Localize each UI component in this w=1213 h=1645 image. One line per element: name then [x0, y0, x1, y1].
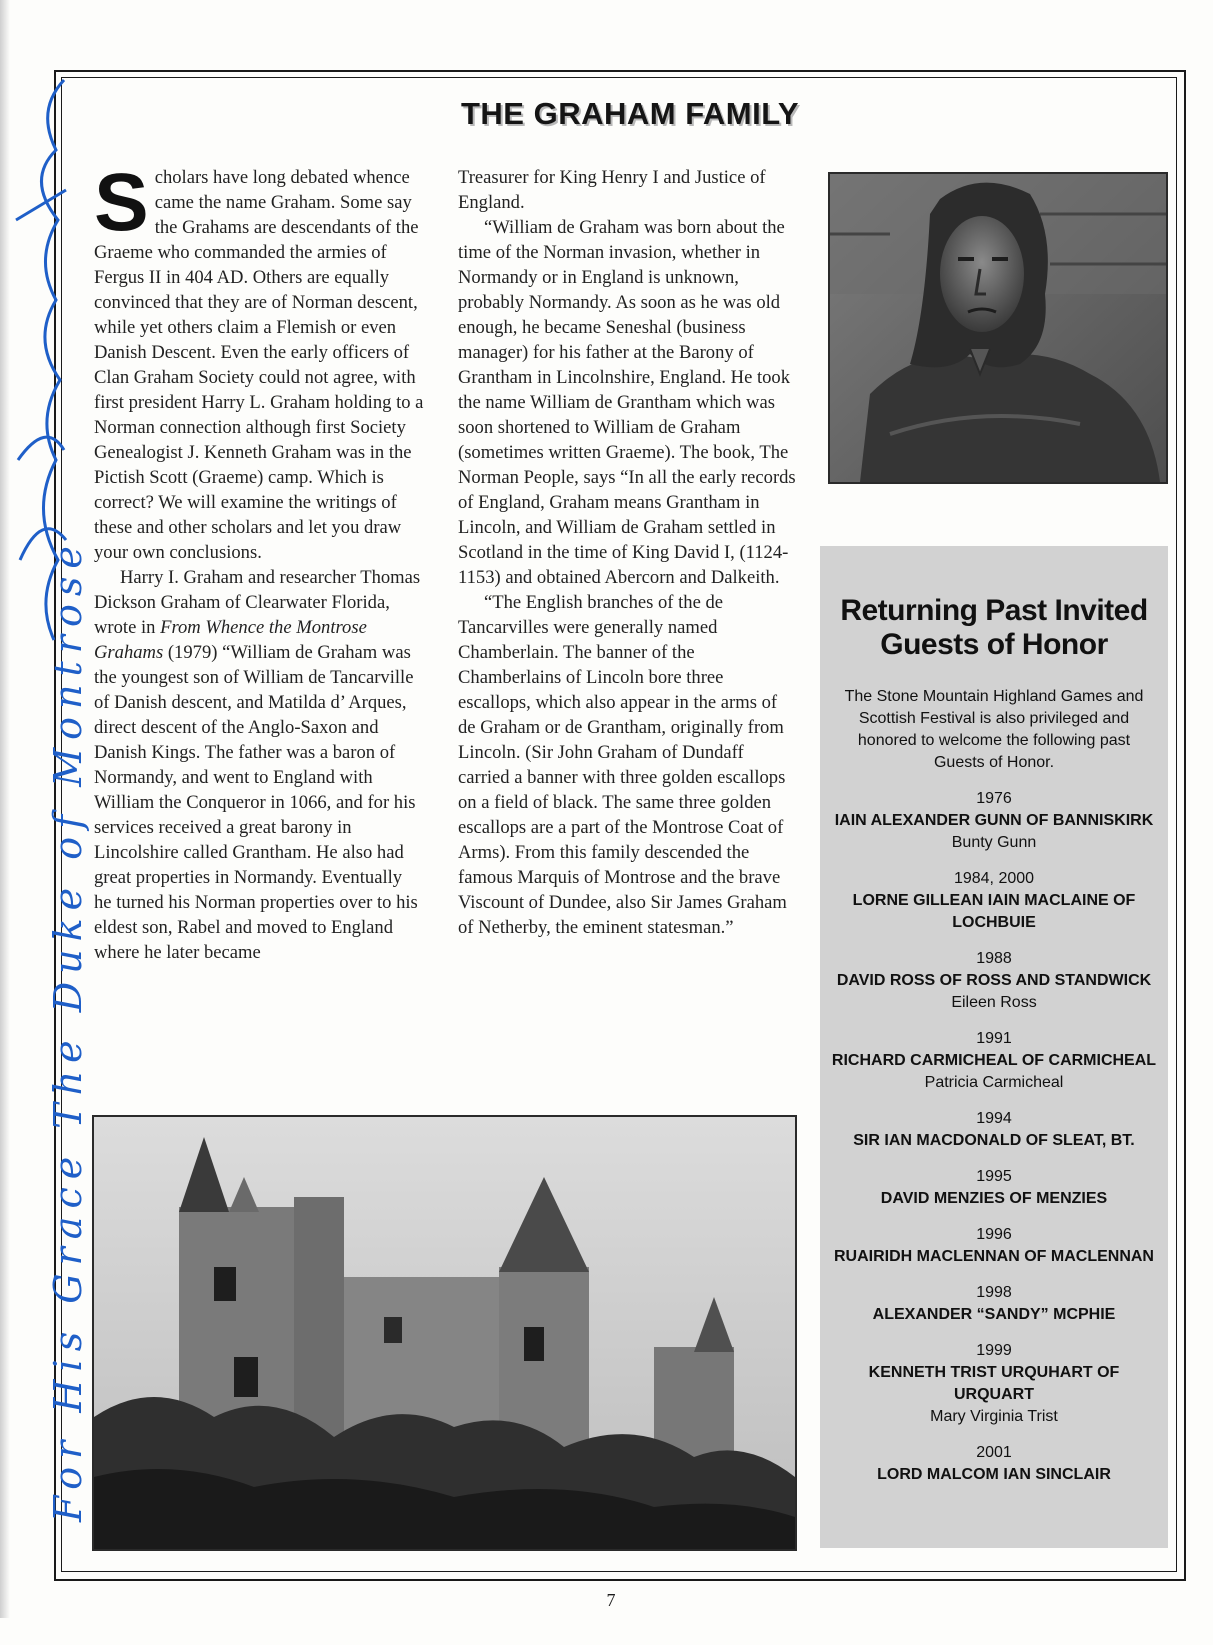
page-title: THE GRAHAM FAMILY: [460, 96, 800, 131]
guest-entry: [820, 868, 1168, 934]
guest-entry: [820, 1442, 1168, 1486]
guests-of-honor-box: [820, 546, 1168, 1548]
statue-image: [830, 174, 1166, 482]
guest-year: 1988: [976, 950, 1012, 967]
paragraph-text: cholars have long debated whence came the name Graham. Some say the Grahams are descendants of the Graeme who commanded the armies of Fergus II in 404 AD. Others are equally convinced that they are of Norman descent, while yet others claim a Flemish or even Danish Descent. Even the early officers of Clan Graham Society could not agree, with first president Harry L. Graham holding to a Norman connection although first Society Genealogist J. Kenneth Graham was in the Pictish Scott (Graeme) camp. Which is correct? We will examine the writings of these and other scholars and let you draw your own conclusions.: [94, 167, 424, 563]
guest-year: 2001: [976, 1444, 1012, 1461]
guest-spouse: Patricia Carmicheal: [924, 1074, 1064, 1091]
guest-name: RICHARD CARMICHEAL OF CARMICHEAL: [831, 1052, 1157, 1069]
paragraph-text: Harry I. Graham and researcher Thomas Dickson Graham of Clearwater Florida, wrote in: [94, 567, 421, 638]
castle-photo: [92, 1115, 797, 1551]
article-paragraph: “William de Graham was born about the time of the Norman invasion, whether in Normandy or in England is unknown, probably Normandy. As soon as he was old enough, he became Seneshal (business manager) for his father at the Barony of Grantham in Lincolnshire, England. He took the name William de Grantham which was soon shortened to William de Graham (sometimes written Graeme). The book, The Norman People, says “In all the early records of England, Graham means Grantham in Lincoln, and William de Graham settled in Scotland in the time of King David I, (1124-1153) and obtained Abercorn and Dalkeith.: [458, 217, 796, 588]
guests-heading: Returning Past Invited Guests of Honor: [840, 594, 1148, 661]
guest-year: 1996: [976, 1226, 1012, 1243]
handwritten-inscription: For His Grace The Duke of Montrose: [46, 538, 90, 1522]
guest-name: LORD MALCOM IAN SINCLAIR: [877, 1466, 1111, 1483]
article-paragraph: [94, 565, 424, 965]
guest-entry: [820, 1108, 1168, 1152]
guest-name: IAIN ALEXANDER GUNN OF BANNISKIRK: [834, 812, 1154, 829]
book-title: From Whence the Montrose Grahams: [94, 617, 367, 663]
castle-image: [94, 1117, 795, 1549]
article-column-2: [458, 165, 798, 940]
guest-entry: [820, 1028, 1168, 1094]
guest-name: DAVID ROSS OF ROSS AND STANDWICK: [836, 972, 1152, 989]
article-column-1: [94, 157, 424, 965]
guests-list: [820, 788, 1168, 1486]
guest-year: 1984, 2000: [953, 870, 1035, 887]
guest-name: LORNE GILLEAN IAIN MACLAINE OF LOCHBUIE: [852, 892, 1136, 931]
guest-spouse: Eileen Ross: [951, 994, 1037, 1011]
guest-name: RUAIRIDH MACLENNAN OF MACLENNAN: [834, 1248, 1154, 1265]
guest-name: KENNETH TRIST URQUHART OF URQUART: [868, 1364, 1120, 1403]
page-number: 7: [606, 1590, 616, 1610]
guest-entry: [820, 1340, 1168, 1428]
guest-name: SIR IAN MACDONALD OF SLEAT, BT.: [853, 1132, 1135, 1149]
guest-year: 1999: [976, 1342, 1012, 1359]
guest-entry: [820, 1166, 1168, 1210]
guest-spouse: Mary Virginia Trist: [930, 1408, 1058, 1425]
guest-entry: [820, 1282, 1168, 1326]
statue-photo: [828, 172, 1168, 484]
guests-intro: The Stone Mountain Highland Games and Scottish Festival is also privileged and honored to welcome the following past Guests of Honor.: [844, 688, 1144, 771]
guest-name: ALEXANDER “SANDY” MCPHIE: [872, 1306, 1116, 1323]
guest-year: 1998: [976, 1284, 1012, 1301]
drop-cap: S: [94, 157, 149, 248]
paragraph-text: (1979) “William de Graham was the youngest son of William de Tancarville of Danish descent, and Matilda d’ Arques, direct descent of the Anglo-Saxon and Danish Kings. The father was a baron of Normandy, and went to England with William the Conqueror in 1066, and for his services received a great barony in Lincolshire called Grantham. He also had great properties in Normandy. Eventually he turned his Norman properties over to his eldest son, Rabel and moved to England where he later became: [94, 642, 418, 963]
guest-entry: [820, 788, 1168, 854]
article-paragraph: “The English branches of the de Tancarvilles were generally named Chamberlain. The banner of the Chamberlains of Lincoln bore three escallops, which also appear in the arms of de Graham or de Grantham, originally from Lincoln. (Sir John Graham of Dundaff carried a banner with three golden escallops on a field of black. The same three golden escallops are a part of the Montrose Coat of Arms). From this family descended the famous Marquis of Montrose and the brave Viscount of Dundee, also Sir James Graham of Netherby, the eminent statesman.”: [458, 592, 787, 938]
article-paragraph: Treasurer for King Henry I and Justice of England.: [458, 167, 766, 213]
guest-name: DAVID MENZIES OF MENZIES: [880, 1190, 1108, 1207]
guest-year: 1995: [976, 1168, 1012, 1185]
guest-entry: [820, 1224, 1168, 1268]
page-binding-shadow: [0, 0, 10, 1618]
article-paragraph: [94, 157, 424, 565]
guest-year: 1976: [976, 790, 1012, 807]
guest-spouse: Bunty Gunn: [951, 834, 1037, 851]
guest-year: 1991: [976, 1030, 1012, 1047]
guest-year: 1994: [976, 1110, 1012, 1127]
guest-entry: [820, 948, 1168, 1014]
